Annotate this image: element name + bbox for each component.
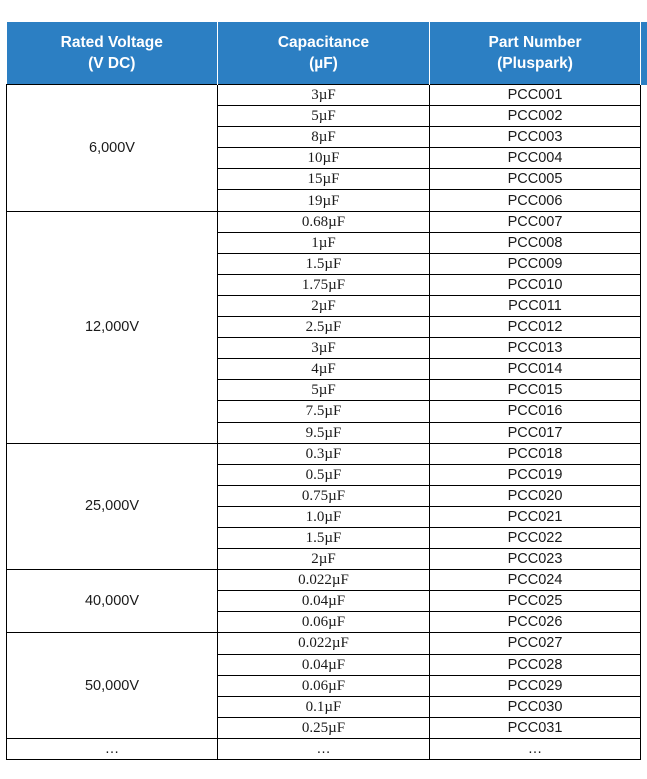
extra-cell	[641, 485, 647, 506]
capacitance-cell: 0.04µF	[218, 654, 430, 675]
extra-cell	[641, 591, 647, 612]
capacitance-cell: 9.5µF	[218, 422, 430, 443]
part-number-cell: PCC017	[430, 422, 641, 443]
capacitance-cell: 0.06µF	[218, 612, 430, 633]
extra-cell	[641, 169, 647, 190]
extra-cell	[641, 527, 647, 548]
extra-cell	[641, 338, 647, 359]
rated-voltage-cell: 6,000V	[7, 85, 218, 212]
extra-cell	[641, 295, 647, 316]
capacitance-cell: 0.5µF	[218, 464, 430, 485]
capacitance-cell: 5µF	[218, 106, 430, 127]
table-row	[7, 443, 647, 464]
capacitance-cell: 1.75µF	[218, 274, 430, 295]
part-number-cell: PCC014	[430, 359, 641, 380]
rated-voltage-cell: 12,000V	[7, 211, 218, 443]
extra-cell	[641, 443, 647, 464]
table-body	[7, 85, 647, 760]
capacitance-cell: 1.5µF	[218, 527, 430, 548]
extra-cell	[641, 148, 647, 169]
capacitance-cell: 2.5µF	[218, 317, 430, 338]
capacitance-cell: 0.022µF	[218, 633, 430, 654]
part-number-cell: PCC027	[430, 633, 641, 654]
capacitor-spec-table	[6, 22, 647, 760]
capacitance-cell: 3µF	[218, 85, 430, 106]
part-number-cell: PCC024	[430, 570, 641, 591]
part-number-cell: PCC006	[430, 190, 641, 211]
part-number-cell: PCC009	[430, 253, 641, 274]
extra-cell	[641, 317, 647, 338]
part-number-cell: PCC018	[430, 443, 641, 464]
rated-voltage-cell: 40,000V	[7, 570, 218, 633]
rated-voltage-cell: 50,000V	[7, 633, 218, 738]
capacitance-cell: 10µF	[218, 148, 430, 169]
capacitance-cell: 1.5µF	[218, 253, 430, 274]
header-extra-column	[641, 22, 647, 85]
extra-cell	[641, 422, 647, 443]
extra-cell	[641, 549, 647, 570]
part-number-cell: PCC029	[430, 675, 641, 696]
part-number-cell: PCC008	[430, 232, 641, 253]
extra-cell	[641, 570, 647, 591]
capacitance-cell: 15µF	[218, 169, 430, 190]
header-capacitance: Capacitance (µF)	[218, 22, 430, 85]
extra-cell	[641, 85, 647, 106]
part-number-cell: PCC002	[430, 106, 641, 127]
capacitance-cell: 2µF	[218, 549, 430, 570]
capacitance-cell: 0.25µF	[218, 717, 430, 738]
extra-cell	[641, 380, 647, 401]
capacitance-cell: 4µF	[218, 359, 430, 380]
extra-cell	[641, 506, 647, 527]
capacitance-cell: 7.5µF	[218, 401, 430, 422]
capacitance-cell: 0.022µF	[218, 570, 430, 591]
extra-cell	[641, 675, 647, 696]
extra-cell	[641, 464, 647, 485]
capacitance-cell: 19µF	[218, 190, 430, 211]
capacitance-cell: 1.0µF	[218, 506, 430, 527]
part-number-cell: PCC007	[430, 211, 641, 232]
part-number-cell: PCC025	[430, 591, 641, 612]
part-number-cell: PCC013	[430, 338, 641, 359]
extra-cell	[641, 253, 647, 274]
extra-cell	[641, 359, 647, 380]
capacitance-cell: 3µF	[218, 338, 430, 359]
capacitance-cell: 5µF	[218, 380, 430, 401]
part-number-cell: PCC028	[430, 654, 641, 675]
part-number-cell: PCC004	[430, 148, 641, 169]
part-number-cell: PCC020	[430, 485, 641, 506]
header-part-number: Part Number (Pluspark)	[430, 22, 641, 85]
capacitance-cell: 2µF	[218, 295, 430, 316]
extra-cell	[641, 127, 647, 148]
extra-cell	[641, 612, 647, 633]
part-number-cell: PCC030	[430, 696, 641, 717]
extra-cell	[641, 211, 647, 232]
capacitance-cell: 8µF	[218, 127, 430, 148]
table-row	[7, 211, 647, 232]
table-header-row	[7, 22, 647, 85]
part-number-cell: PCC016	[430, 401, 641, 422]
part-number-cell: PCC023	[430, 549, 641, 570]
capacitance-cell: 1µF	[218, 232, 430, 253]
part-number-cell: PCC026	[430, 612, 641, 633]
extra-cell	[641, 190, 647, 211]
extra-cell	[641, 106, 647, 127]
capacitance-cell: 0.04µF	[218, 591, 430, 612]
ellipsis-capacitance: …	[218, 738, 430, 759]
capacitance-cell: 0.1µF	[218, 696, 430, 717]
extra-cell	[641, 633, 647, 654]
extra-cell	[641, 717, 647, 738]
part-number-cell: PCC021	[430, 506, 641, 527]
extra-cell	[641, 696, 647, 717]
extra-cell	[641, 654, 647, 675]
capacitance-cell: 0.68µF	[218, 211, 430, 232]
table-row	[7, 85, 647, 106]
capacitance-cell: 0.06µF	[218, 675, 430, 696]
part-number-cell: PCC010	[430, 274, 641, 295]
capacitor-table-container	[6, 22, 646, 760]
capacitance-cell: 0.3µF	[218, 443, 430, 464]
part-number-cell: PCC005	[430, 169, 641, 190]
header-rated-voltage: Rated Voltage (V DC)	[7, 22, 218, 85]
rated-voltage-cell: 25,000V	[7, 443, 218, 570]
part-number-cell: PCC022	[430, 527, 641, 548]
part-number-cell: PCC012	[430, 317, 641, 338]
part-number-cell: PCC031	[430, 717, 641, 738]
part-number-cell: PCC001	[430, 85, 641, 106]
table-row	[7, 570, 647, 591]
part-number-cell: PCC015	[430, 380, 641, 401]
capacitance-cell: 0.75µF	[218, 485, 430, 506]
extra-cell	[641, 401, 647, 422]
table-row	[7, 633, 647, 654]
ellipsis-voltage: …	[7, 738, 218, 759]
part-number-cell: PCC011	[430, 295, 641, 316]
extra-cell	[641, 274, 647, 295]
ellipsis-row	[7, 738, 647, 759]
part-number-cell: PCC019	[430, 464, 641, 485]
ellipsis-part-number: …	[430, 738, 641, 759]
part-number-cell: PCC003	[430, 127, 641, 148]
extra-cell	[641, 738, 647, 759]
extra-cell	[641, 232, 647, 253]
